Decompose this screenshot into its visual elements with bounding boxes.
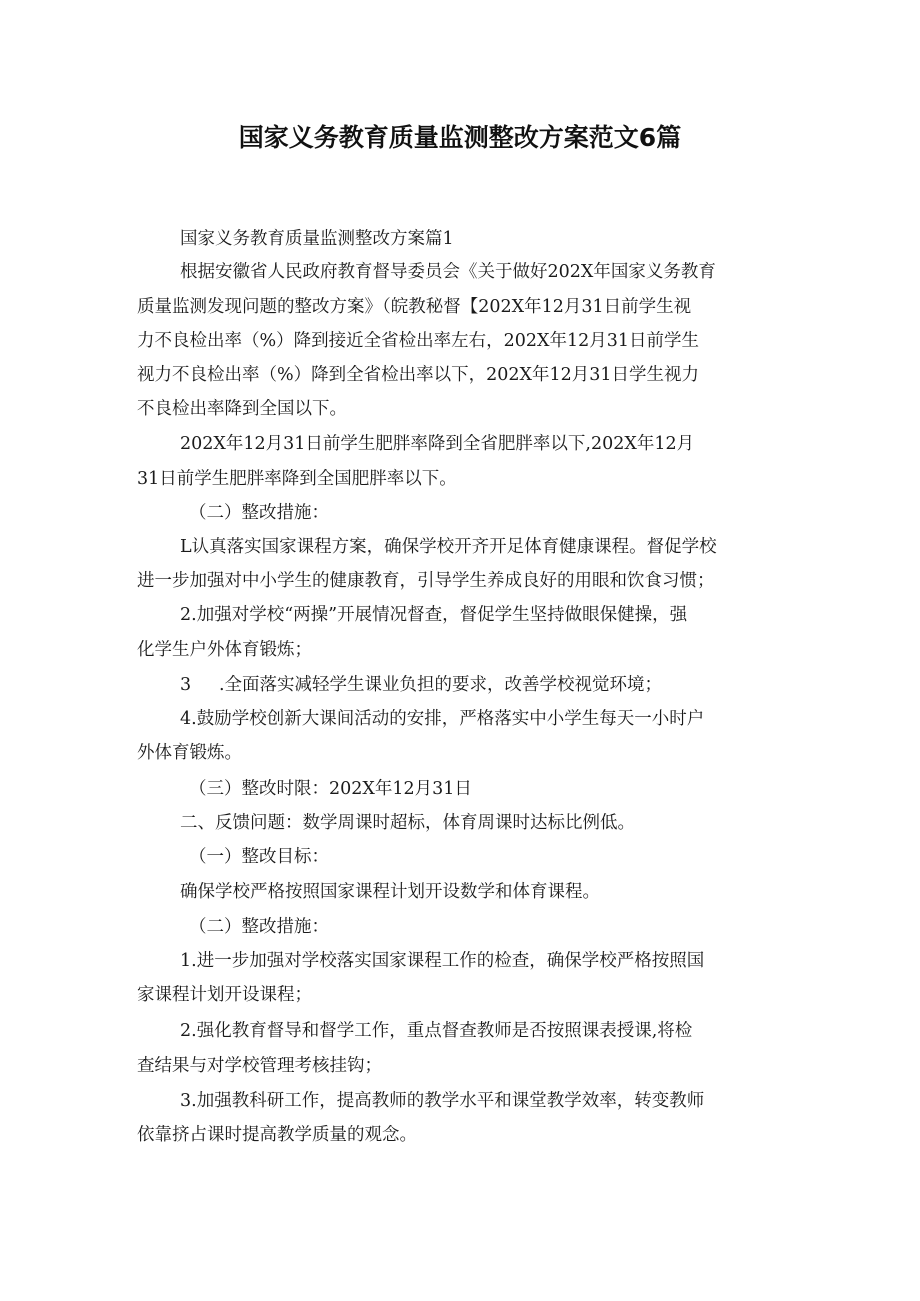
paragraph-line: 1.进一步加强对学校落实国家课程工作的检查，确保学校严格按照国 (180, 951, 705, 971)
paragraph-line: 根据安徽省人民政府教育督导委员会《关于做好202X年国家义务教育 (180, 262, 716, 282)
paragraph-line: 4.鼓励学校创新大课间活动的安排，严格落实中小学生每天一小时户 (180, 709, 705, 729)
paragraph-line: 化学生户外体育锻炼； (137, 640, 312, 660)
paragraph-line: 依靠挤占课时提高教学质量的观念。 (137, 1125, 417, 1145)
paragraph-line: 2.加强对学校“两操”开展情况督查，督促学生坚持做眼保健操，强 (180, 605, 688, 625)
paragraph-line: 202X年12月31日前学生肥胖率降到全省肥胖率以下,202X年12月 (180, 434, 695, 454)
paragraph-line: 家课程计划开设课程； (137, 985, 312, 1005)
section-heading: 二、反馈问题：数学周课时超标，体育周课时达标比例低。 (180, 813, 635, 833)
paragraph-line: 外体育锻炼。 (137, 743, 242, 763)
paragraph-line: 进一步加强对中小学生的健康教育，引导学生养成良好的用眼和饮食习惯； (137, 571, 715, 591)
paragraph-line: 力不良检出率（%）降到接近全省检出率左右，202X年12月31日前学生 (137, 331, 700, 351)
paragraph-line: 确保学校严格按照国家课程计划开设数学和体育课程。 (180, 882, 600, 902)
section-heading: 国家义务教育质量监测整改方案篇1 (180, 229, 454, 249)
subheading: （一）整改目标： (189, 847, 329, 867)
paragraph-line: 不良检出率降到全国以下。 (137, 399, 347, 419)
paragraph-line: 质量监测发现问题的整改方案》（皖教秘督【202X年12月31日前学生视 (137, 297, 692, 317)
paragraph-line: 视力不良检出率（%）降到全省检出率以下，202X年12月31日学生视力 (137, 365, 700, 385)
paragraph-line: 2.强化教育督导和督学工作，重点督查教师是否按照课表授课,将检 (180, 1021, 693, 1041)
subheading: （三）整改时限：202X年12月31日 (189, 779, 472, 799)
paragraph-line: L认真落实国家课程方案，确保学校开齐开足体育健康课程。督促学校 (180, 537, 717, 557)
subheading: （二）整改措施： (189, 503, 329, 523)
paragraph-line: 查结果与对学校管理考核挂钩； (137, 1056, 382, 1076)
subheading: （二）整改措施： (189, 917, 329, 937)
paragraph-line: 31日前学生肥胖率降到全国肥胖率以下。 (137, 469, 457, 489)
document-title: 国家义务教育质量监测整改方案范文6篇 (238, 123, 682, 152)
paragraph-line: 3.加强教科研工作，提高教师的教学水平和课堂教学效率，转变教师 (180, 1091, 705, 1111)
paragraph-line: 3 .全面落实减轻学生课业负担的要求，改善学校视觉环境； (180, 675, 663, 695)
